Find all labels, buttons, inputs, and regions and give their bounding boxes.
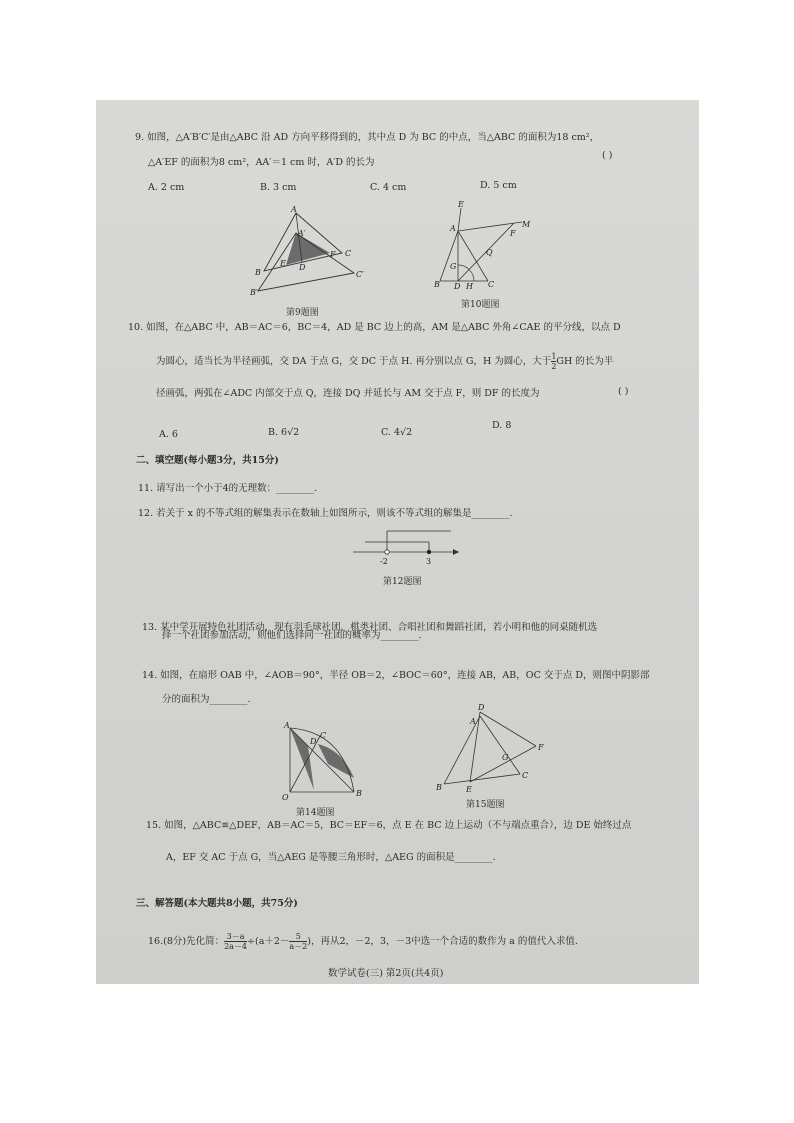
q9-label-a-prime: A′ xyxy=(298,229,306,238)
q10-label-a: A xyxy=(450,224,456,233)
q10-segment-ac xyxy=(458,231,488,281)
q10-fraction-denominator: 2 xyxy=(551,362,557,371)
q16-fraction-2 xyxy=(289,932,307,951)
q14-label-a: A xyxy=(284,721,290,730)
q9-label-a: A xyxy=(291,205,297,214)
q9-option-a: A. 2 cm xyxy=(148,182,185,193)
q10-fraction-numerator: 1 xyxy=(551,352,557,361)
q12-tick-label-3: 3 xyxy=(426,557,432,566)
q15-figure-caption: 第15题图 xyxy=(466,800,505,810)
q9-figure xyxy=(246,205,376,305)
q15-label-c: C xyxy=(522,771,529,780)
q12-axis-arrow xyxy=(453,549,459,555)
q14-figure xyxy=(284,720,374,802)
q9-label-b: B xyxy=(255,268,261,277)
q10-label-b: B xyxy=(434,280,440,289)
q10-label-g: G xyxy=(450,262,457,271)
q14-figure-caption: 第14题图 xyxy=(296,808,335,818)
q13-line-2: 择一个社团参加活动，则他们选择同一社团的概率为________. xyxy=(162,630,422,641)
q14-label-d: D xyxy=(310,737,317,746)
q9-label-d: D xyxy=(299,263,306,272)
q10-line-1: 10. 如图，在△ABC 中，AB＝AC＝6，BC＝4，AD 是 BC 边上的高，AM 是△ABC 外角∠CAE 的平分线，以点 D xyxy=(128,322,621,333)
q15-label-e: E xyxy=(466,785,472,794)
q16-middle: ÷(a＋2－ xyxy=(247,936,290,947)
q15-segment-df xyxy=(480,712,536,746)
q15-label-b: B xyxy=(436,783,442,792)
q13-line-1: 13. 某中学开展特色社团活动，现有羽毛球社团、棋类社团、合唱社团和舞蹈社团，若小明和他的同桌随机选 xyxy=(142,622,598,633)
q10-figure-caption: 第10题图 xyxy=(461,300,500,310)
q12-tick-label-minus-2: -2 xyxy=(380,557,388,566)
q15-label-g: G xyxy=(502,753,509,762)
q15-line-1: 15. 如图，△ABC≌△DEF，AB＝AC＝5，BC＝EF＝6，点 E 在 BC 边上运动（不与端点重合），边 DE 始终过点 xyxy=(146,820,632,831)
q14-line-2: 分的面积为________. xyxy=(162,694,251,705)
q10-option-a: A. 6 xyxy=(159,429,178,440)
q14-label-b: B xyxy=(356,789,362,798)
q12-closed-point xyxy=(427,550,431,554)
q9-option-d: D. 5 cm xyxy=(480,180,517,191)
page-footer: 数学试卷(三) 第2页(共4页) xyxy=(328,968,444,979)
q10-label-e: E xyxy=(458,200,464,209)
section-2-heading: 二、填空题(每小题3分，共15分) xyxy=(136,455,279,466)
q10-label-m: M xyxy=(522,220,531,229)
q14-label-o: O xyxy=(282,793,289,802)
q16-prefix: 16.(8分)先化简： xyxy=(148,936,225,947)
q15-label-d: D xyxy=(478,703,485,712)
q9-label-b-prime: B′ xyxy=(250,288,258,297)
q10-option-d: D. 8 xyxy=(492,420,512,431)
q9-label-f: F xyxy=(330,250,336,259)
q14-label-c: C xyxy=(320,731,327,740)
q16-text xyxy=(148,932,578,951)
q10-label-h: H xyxy=(466,282,473,291)
q10-line-2-start: 为圆心，适当长为半径画弧，交 DA 于点 G，交 DC 于点 H. 再分别以点 G，H 为圆心，大于 xyxy=(156,356,552,367)
q10-line-3: 径画弧，两弧在∠ADC 内部交于点 Q，连接 DQ 并延长与 AM 交于点 F，则 DF 的长度为 xyxy=(156,388,540,399)
q10-label-f: F xyxy=(510,229,516,238)
q12-number-line xyxy=(351,528,461,573)
q10-answer-paren: ( ) xyxy=(618,386,629,397)
q9-answer-paren: ( ) xyxy=(602,150,613,161)
q9-label-c: C xyxy=(345,249,352,258)
q9-option-b: B. 3 cm xyxy=(260,182,297,193)
q10-option-b: B. 6√2 xyxy=(268,427,300,438)
q11-text: 11. 请写出一个小于4的无理数：________. xyxy=(138,483,318,494)
q10-label-c: C xyxy=(488,280,495,289)
q9-figure-caption: 第9题图 xyxy=(286,308,319,318)
q10-line-2-end: GH 的长为半 xyxy=(556,356,614,367)
q10-label-d: D xyxy=(454,282,461,291)
q12-text: 12. 若关于 x 的不等式组的解集表示在数轴上如图所示，则该不等式组的解集是________. xyxy=(138,508,513,519)
q12-open-point xyxy=(385,550,389,554)
q16-suffix: )，再从2，－2，3，－3中选一个合适的数作为 a 的值代入求值. xyxy=(307,936,578,947)
q16-fraction-1-numerator: 3－a xyxy=(226,932,245,941)
q14-line-1: 14. 如图，在扇形 OAB 中，∠AOB＝90°，半径 OB＝2，∠BOC＝60°，连接 AB，AB，OC 交于点 D，则图中阴影部 xyxy=(142,670,650,681)
q15-line-2: A，EF 交 AC 于点 G，当△AEG 是等腰三角形时，△AEG 的面积是________. xyxy=(166,852,496,863)
q16-fraction-2-numerator: 5 xyxy=(295,932,301,941)
exam-page-scan xyxy=(96,100,699,984)
q12-figure-caption: 第12题图 xyxy=(383,577,422,587)
q15-figure xyxy=(436,703,556,796)
q16-fraction-2-denominator: a－2 xyxy=(289,942,308,951)
q10-label-q: Q xyxy=(486,248,493,257)
section-3-heading: 三、解答题(本大题共8小题，共75分) xyxy=(136,898,298,909)
q9-label-e: E xyxy=(280,259,286,268)
q9-option-c: C. 4 cm xyxy=(370,182,407,193)
q9-line-2: △A′EF 的面积为8 cm²，AA′＝1 cm 时，A′D 的长为 xyxy=(148,157,375,168)
q15-label-f: F xyxy=(538,743,544,752)
q10-line-ae xyxy=(458,208,461,231)
q15-label-a: A xyxy=(470,717,476,726)
q10-figure xyxy=(434,200,536,293)
q16-fraction-1-denominator: 2a－4 xyxy=(224,942,248,951)
q10-segment-ab xyxy=(440,231,458,281)
q9-line-1: 9. 如图，△A′B′C′是由△ABC 沿 AD 方向平移得到的，其中点 D 为 BC 的中点，当△ABC 的面积为18 cm²， xyxy=(135,132,600,143)
q10-line-2 xyxy=(156,352,613,371)
q10-option-c: C. 4√2 xyxy=(381,427,413,438)
q9-label-c-prime: C′ xyxy=(356,270,364,279)
q16-fraction-1 xyxy=(224,932,247,951)
